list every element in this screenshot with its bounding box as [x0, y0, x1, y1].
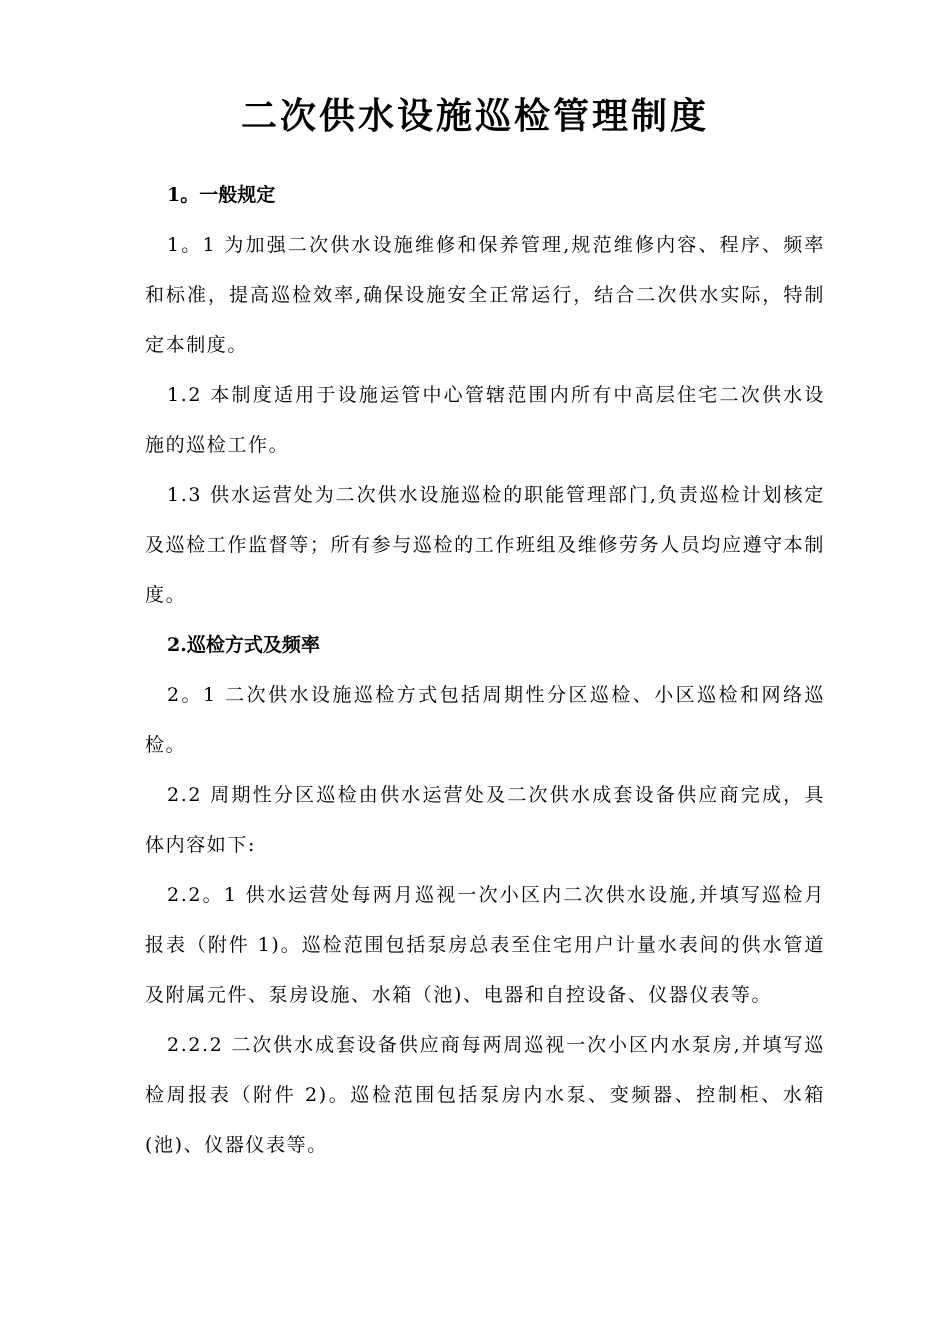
paragraph: 2。1 二次供水设施巡检方式包括周期性分区巡检、小区巡检和网络巡检。 [145, 684, 825, 756]
section-heading: 1。一般规定 [167, 184, 276, 206]
document-body [145, 170, 825, 1170]
section-inspection-methods [145, 620, 825, 1170]
paragraph: 1。1 为加强二次供水设施维修和保养管理,规范维修内容、程序、频率和标准，提高巡检效率,确保设施安全正常运行，结合二次供水实际，特制定本制度。 [145, 234, 825, 356]
paragraph: 2.2.2 二次供水成套设备供应商每两周巡视一次小区内水泵房,并填写巡检周报表（附件 2)。巡检范围包括泵房内水泵、变频器、控制柜、水箱(池)、仪器仪表等。 [145, 1034, 825, 1156]
section-heading: 2.巡检方式及频率 [167, 634, 320, 656]
document-title: 二次供水设施巡检管理制度 [240, 95, 709, 137]
paragraph: 2.2。1 供水运营处每两月巡视一次小区内二次供水设施,并填写巡检月报表（附件 1)。巡检范围包括泵房总表至住宅用户计量水表间的供水管道及附属元件、泵房设施、水箱（池)、电器和自控设备、仪器仪表等。 [145, 884, 825, 1006]
paragraph: 1.3 供水运营处为二次供水设施巡检的职能管理部门,负责巡检计划核定及巡检工作监督等；所有参与巡检的工作班组及维修劳务人员均应遵守本制度。 [145, 484, 825, 606]
section-general-provisions [145, 170, 825, 620]
paragraph: 1.2 本制度适用于设施运管中心管辖范围内所有中高层住宅二次供水设施的巡检工作。 [145, 384, 825, 456]
paragraph: 2.2 周期性分区巡检由供水运营处及二次供水成套设备供应商完成，具体内容如下: [145, 784, 825, 856]
